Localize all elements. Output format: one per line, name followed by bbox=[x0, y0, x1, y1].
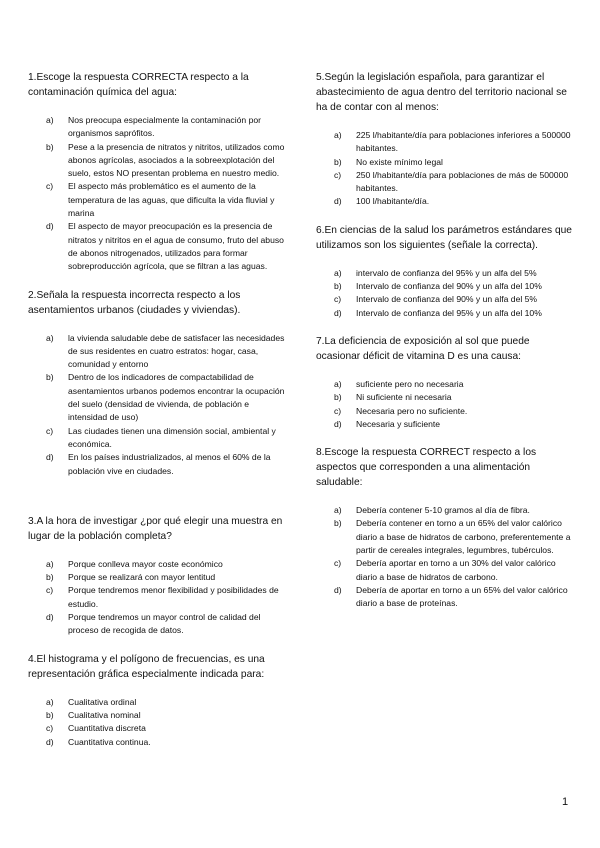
option-a bbox=[334, 267, 572, 280]
option-text: Porque se realizará con mayor lentitud bbox=[68, 572, 216, 583]
option-d bbox=[46, 736, 290, 749]
option-b bbox=[46, 571, 290, 584]
question-title: 4.El histograma y el polígono de frecuencias, es una representación gráfica especialmente indicada para: bbox=[28, 653, 265, 680]
question-5 bbox=[316, 70, 572, 209]
question-1 bbox=[28, 70, 290, 274]
left-column bbox=[28, 70, 290, 761]
option-letter: b) bbox=[46, 572, 54, 583]
option-list bbox=[316, 267, 572, 320]
question-2 bbox=[28, 288, 290, 478]
option-letter: d) bbox=[334, 196, 342, 207]
option-letter: c) bbox=[334, 294, 342, 305]
option-letter: b) bbox=[334, 518, 342, 529]
option-a bbox=[334, 129, 572, 156]
option-list bbox=[28, 696, 290, 749]
option-letter: c) bbox=[46, 425, 54, 436]
option-c bbox=[46, 722, 290, 735]
option-b bbox=[46, 371, 290, 424]
option-a bbox=[46, 696, 290, 709]
option-letter: c) bbox=[46, 723, 54, 734]
option-text: Debería aportar en torno a un 30% del valor calórico diario a base de hidratos de carbono. bbox=[356, 558, 556, 582]
option-text: suficiente pero no necesaria bbox=[356, 378, 464, 389]
option-list bbox=[316, 129, 572, 209]
option-d bbox=[46, 220, 290, 273]
option-b bbox=[334, 517, 572, 557]
option-text: Debería contener 5-10 gramos al día de fibra. bbox=[356, 505, 530, 516]
option-c bbox=[46, 425, 290, 452]
option-d bbox=[334, 195, 572, 208]
option-letter: c) bbox=[46, 181, 54, 192]
question-6 bbox=[316, 223, 572, 320]
question-title: 6.En ciencias de la salud los parámetros estándares que utilizamos son los siguientes (señale la correcta). bbox=[316, 224, 572, 251]
option-c bbox=[46, 584, 290, 611]
right-column bbox=[316, 70, 572, 623]
question-title: 7.La deficiencia de exposición al sol que puede ocasionar déficit de vitamina D es una causa: bbox=[316, 335, 530, 362]
option-text: No existe mínimo legal bbox=[356, 156, 443, 167]
option-letter: c) bbox=[334, 169, 342, 180]
option-a bbox=[46, 332, 290, 372]
option-letter: d) bbox=[46, 452, 54, 463]
option-list bbox=[316, 504, 572, 610]
option-a bbox=[46, 114, 290, 141]
option-text: Porque tendremos un mayor control de calidad del proceso de recogida de datos. bbox=[68, 612, 261, 636]
option-letter: b) bbox=[46, 709, 54, 720]
option-letter: b) bbox=[46, 372, 54, 383]
option-c bbox=[334, 293, 572, 306]
option-b bbox=[334, 391, 572, 404]
question-4 bbox=[28, 652, 290, 749]
option-c bbox=[334, 405, 572, 418]
option-text: Cualitativa ordinal bbox=[68, 696, 137, 707]
option-text: El aspecto de mayor preocupación es la presencia de nitratos y nitritos en el agua de consumo, fruto del abuso de abonos nitrogenados, utilizados para formar sobreproducción agrícola, que se filtran a las aguas. bbox=[68, 221, 284, 272]
option-text: Pese a la presencia de nitratos y nitritos, utilizados como abonos agrícolas, asociados a la sobreexplotación del suelo, estos NO presentan problema en nuestro medio. bbox=[68, 141, 285, 179]
option-c bbox=[46, 180, 290, 220]
option-text: Debería contener en torno a un 65% del valor calórico diario a base de hidratos de carbono, preferentemente a partir de cereales integrales, legumbres, tubérculos. bbox=[356, 518, 571, 556]
option-list bbox=[28, 558, 290, 638]
option-letter: c) bbox=[334, 405, 342, 416]
option-letter: d) bbox=[334, 307, 342, 318]
option-list bbox=[28, 332, 290, 478]
option-letter: a) bbox=[334, 267, 342, 278]
option-letter: c) bbox=[46, 585, 54, 596]
option-text: intervalo de confianza del 95% y un alfa del 5% bbox=[356, 267, 537, 278]
option-letter: b) bbox=[334, 392, 342, 403]
option-letter: a) bbox=[46, 696, 54, 707]
option-list bbox=[316, 378, 572, 431]
question-title: 2.Señala la respuesta incorrecta respecto a los asentamientos urbanos (ciudades y viviendas). bbox=[28, 289, 241, 316]
option-list bbox=[28, 114, 290, 274]
option-text: Porque conlleva mayor coste económico bbox=[68, 558, 223, 569]
option-text: Cuantitativa continua. bbox=[68, 736, 151, 747]
question-title: 3.A la hora de investigar ¿por qué elegir una muestra en lugar de la población completa? bbox=[28, 515, 283, 542]
option-b bbox=[334, 280, 572, 293]
page-number: 1 bbox=[562, 796, 569, 808]
option-d bbox=[334, 418, 572, 431]
option-text: Intervalo de confianza del 95% y un alfa del 10% bbox=[356, 307, 542, 318]
question-title: 8.Escoge la respuesta CORRECT respecto a los aspectos que corresponden a una alimentación saludable: bbox=[316, 447, 537, 489]
option-text: En los países industrializados, al menos el 60% de la población vive en ciudades. bbox=[68, 452, 271, 476]
option-d bbox=[334, 307, 572, 320]
option-text: Necesaria pero no suficiente. bbox=[356, 405, 468, 416]
option-text: 225 l/habitante/día para poblaciones inferiores a 500000 habitantes. bbox=[356, 130, 571, 154]
option-b bbox=[46, 141, 290, 181]
option-letter: a) bbox=[334, 130, 342, 140]
option-text: Dentro de los indicadores de compactabilidad de asentamientos urbanos podemos encontrar la ocupación del suelo (densidad de vivienda, de población e intensidad de uso) bbox=[68, 372, 285, 423]
option-letter: d) bbox=[334, 418, 342, 429]
option-letter: a) bbox=[46, 115, 54, 125]
option-text: Ni suficiente ni necesaria bbox=[356, 392, 452, 403]
option-d bbox=[334, 584, 572, 611]
option-text: 100 l/habitante/día. bbox=[356, 196, 430, 207]
option-d bbox=[46, 611, 290, 638]
option-letter: b) bbox=[334, 156, 342, 167]
option-d bbox=[46, 451, 290, 478]
option-c bbox=[334, 557, 572, 584]
option-text: la vivienda saludable debe de satisfacer las necesidades de sus residentes en cuatro estratos: hogar, casa, comunidad y entorno bbox=[68, 332, 285, 370]
option-letter: a) bbox=[334, 505, 342, 516]
option-text: Intervalo de confianza del 90% y un alfa del 10% bbox=[356, 281, 542, 292]
question-title: 1.Escoge la respuesta CORRECTA respecto a la contaminación química del agua: bbox=[28, 72, 249, 98]
option-a bbox=[46, 558, 290, 571]
option-a bbox=[334, 378, 572, 391]
option-text: Intervalo de confianza del 90% y un alfa del 5% bbox=[356, 294, 538, 305]
option-a bbox=[334, 504, 572, 517]
option-text: Las ciudades tienen una dimensión social, ambiental y económica. bbox=[68, 425, 276, 449]
option-text: Necesaria y suficiente bbox=[356, 418, 441, 429]
option-text: Debería de aportar en torno a un 65% del valor calórico diario a base de proteínas. bbox=[356, 584, 568, 609]
option-letter: d) bbox=[334, 584, 342, 595]
option-c bbox=[334, 169, 572, 196]
option-letter: d) bbox=[46, 221, 54, 232]
option-letter: d) bbox=[46, 612, 54, 623]
option-letter: b) bbox=[46, 141, 54, 152]
option-b bbox=[46, 709, 290, 722]
question-title: 5.Según la legislación española, para garantizar el abastecimiento de agua dentro del territorio nacional se ha de contar con al menos: bbox=[316, 72, 567, 113]
option-text: Porque tendremos menor flexibilidad y posibilidades de estudio. bbox=[68, 585, 279, 609]
option-b bbox=[334, 156, 572, 169]
option-text: Cualitativa nominal bbox=[68, 709, 141, 720]
option-text: El aspecto más problemático es el aumento de la temperatura de las aguas, que dificulta la vida fluvial y marina bbox=[68, 181, 275, 219]
option-letter: a) bbox=[334, 378, 342, 389]
question-8 bbox=[316, 445, 572, 610]
option-letter: d) bbox=[46, 736, 54, 747]
option-letter: b) bbox=[334, 281, 342, 292]
option-letter: c) bbox=[334, 558, 342, 569]
option-letter: a) bbox=[46, 332, 54, 343]
option-text: Nos preocupa especialmente la contaminación por organismos saprófitos. bbox=[68, 115, 261, 139]
question-7 bbox=[316, 334, 572, 431]
question-3 bbox=[28, 514, 290, 638]
option-letter: a) bbox=[46, 558, 54, 569]
option-text: Cuantitativa discreta bbox=[68, 723, 146, 734]
option-text: 250 l/habitante/día para poblaciones de más de 500000 habitantes. bbox=[356, 169, 569, 194]
